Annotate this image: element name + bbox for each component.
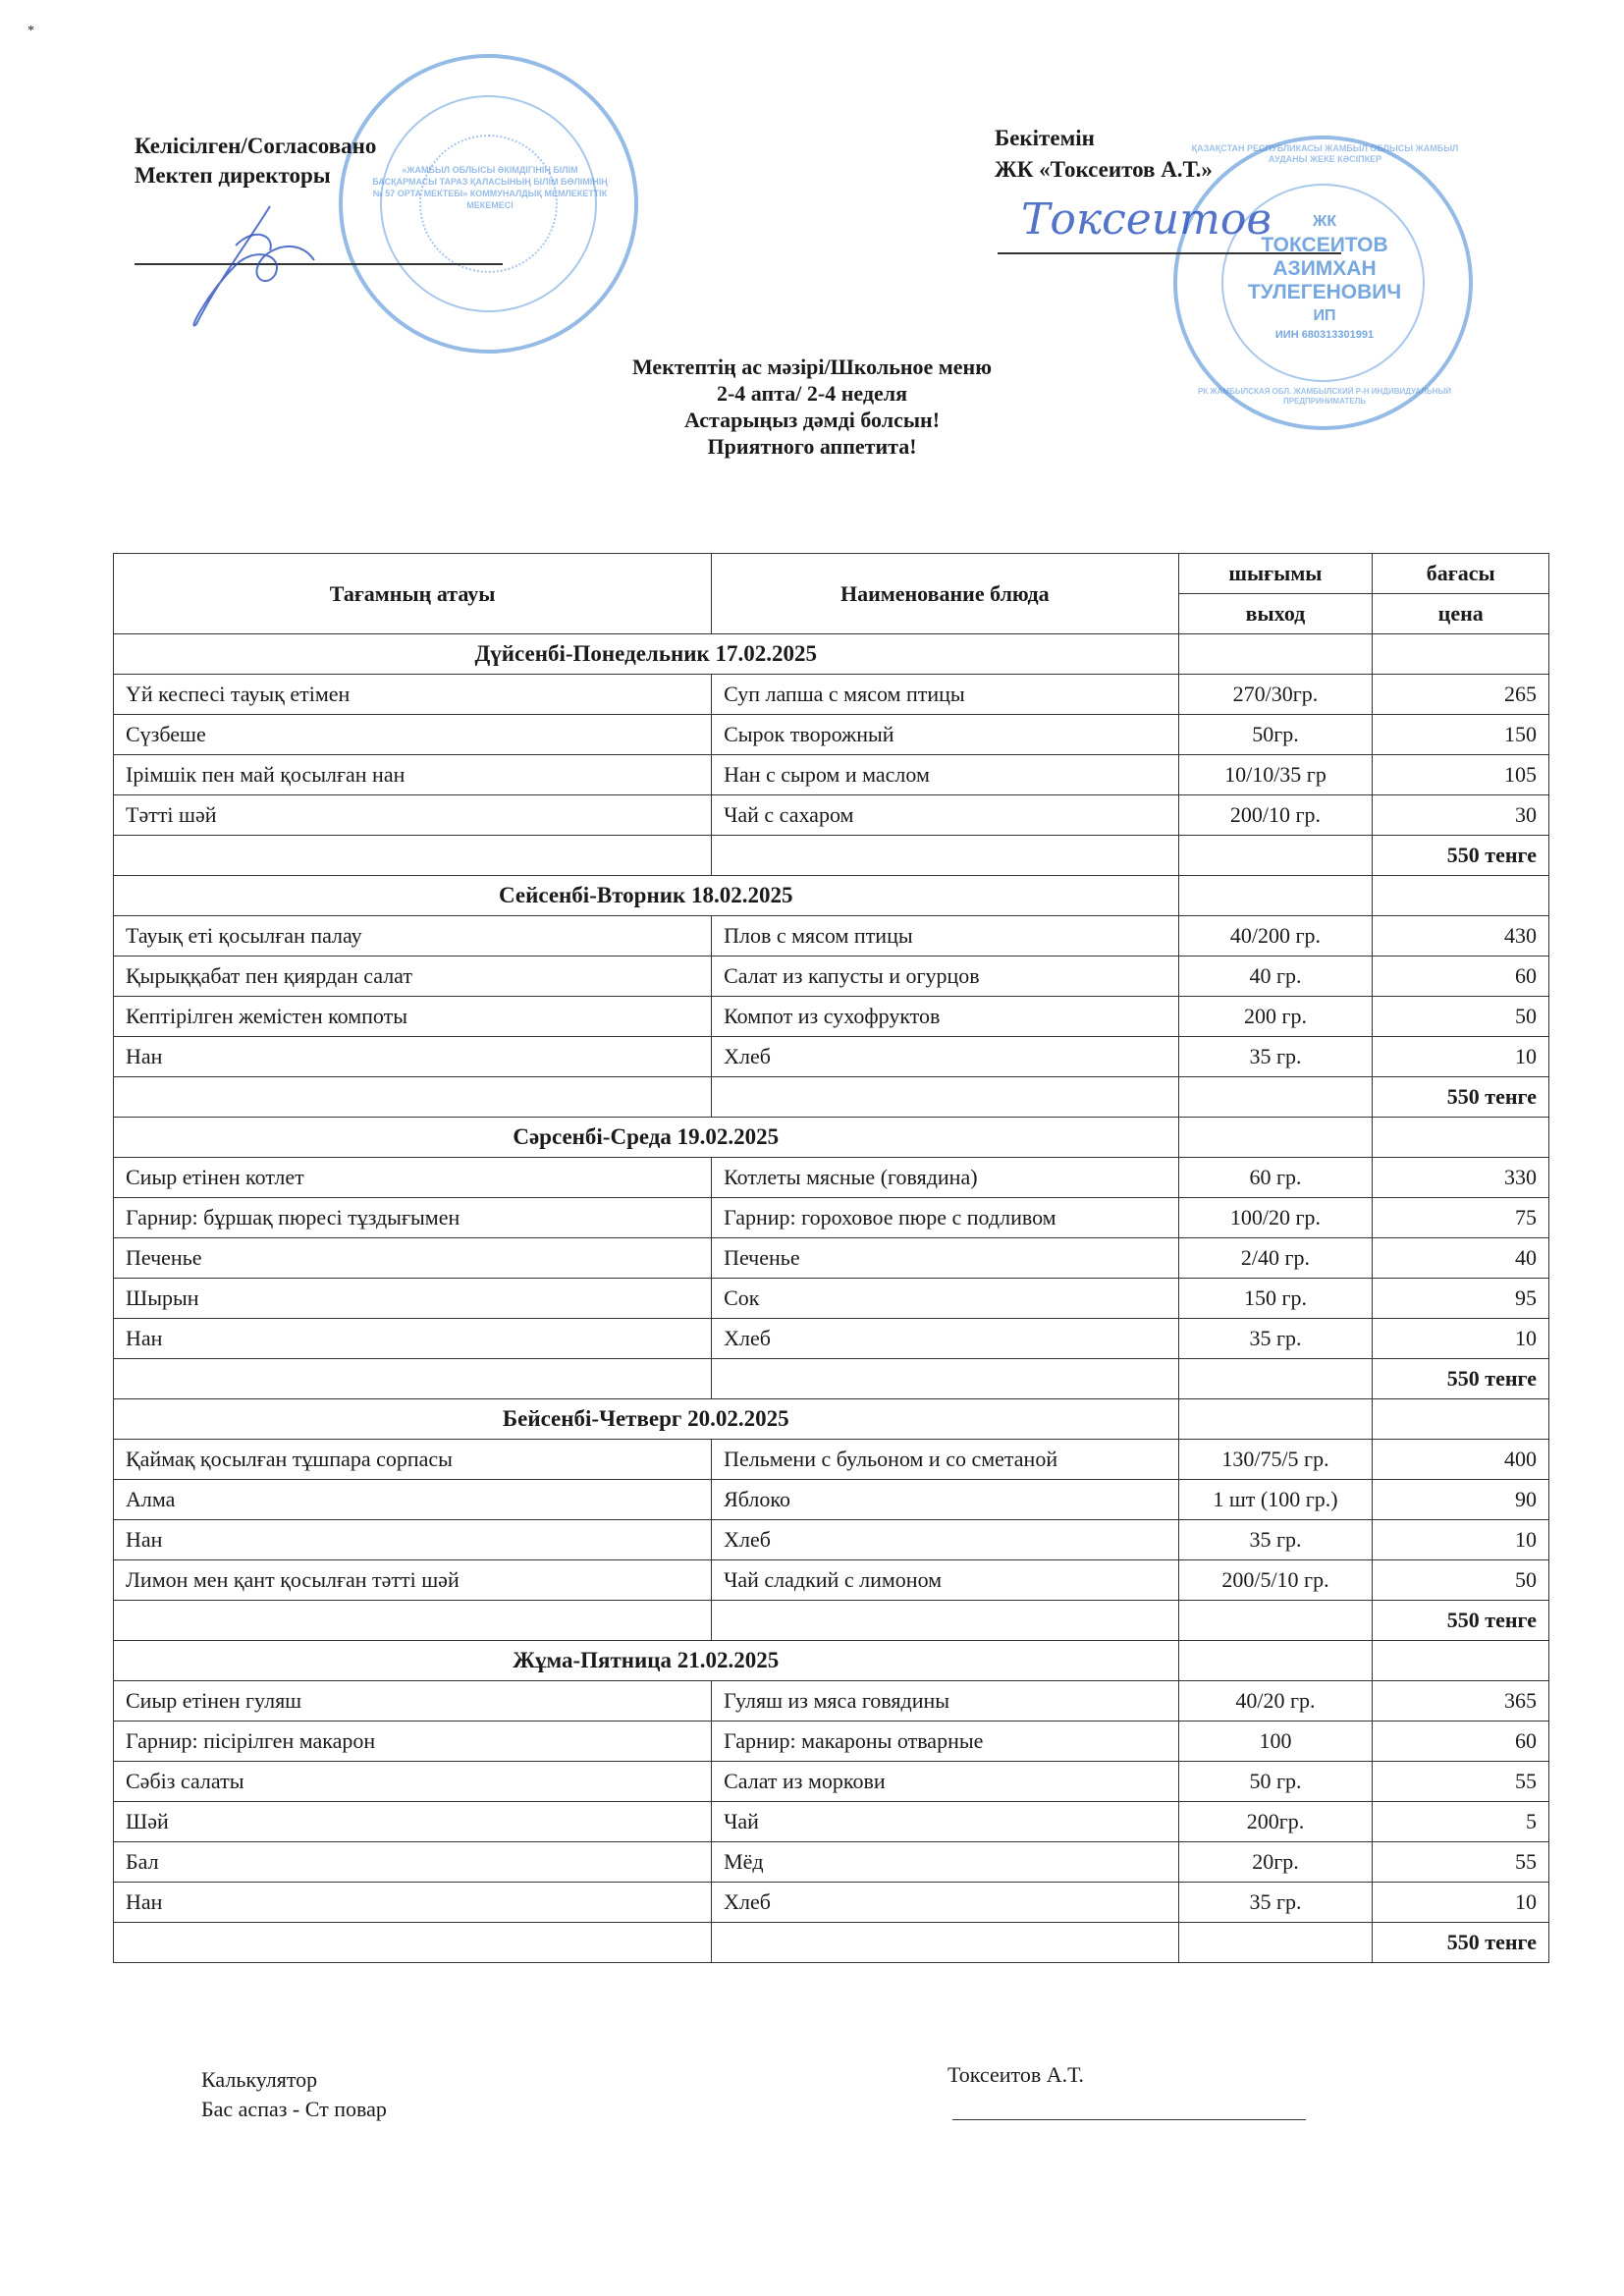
title-line-4: Приятного аппетита! <box>707 434 917 459</box>
dish-name-kz: Алма <box>114 1480 712 1520</box>
table-row <box>114 1842 1549 1883</box>
approved-block <box>995 123 1213 186</box>
dish-name-ru: Хлеб <box>712 1319 1178 1359</box>
table-header-row <box>114 554 1549 594</box>
scan-mark: * <box>27 24 34 38</box>
dish-name-kz: Гарнир: пісірілген макарон <box>114 1722 712 1762</box>
day-title: Сейсенбі-Вторник 18.02.2025 <box>114 876 1179 916</box>
table-row <box>114 715 1549 755</box>
chef-label: Бас аспаз - Ст повар <box>201 2097 387 2121</box>
dish-name-kz: Бал <box>114 1842 712 1883</box>
dish-name-ru: Хлеб <box>712 1037 1178 1077</box>
dish-price: 50 <box>1373 1560 1549 1601</box>
dish-output: 200гр. <box>1178 1802 1373 1842</box>
dish-name-kz: Лимон мен қант қосылған тәтті шәй <box>114 1560 712 1601</box>
empty-cell <box>1178 876 1373 916</box>
table-row <box>114 1238 1549 1279</box>
empty-cell <box>712 1923 1178 1963</box>
day-total: 550 тенге <box>1373 1601 1549 1641</box>
signer-name: Токсеитов А.Т. <box>947 2062 1084 2087</box>
dish-price: 55 <box>1373 1762 1549 1802</box>
dish-output: 100/20 гр. <box>1178 1198 1373 1238</box>
header-price-ru: цена <box>1373 594 1549 634</box>
total-row <box>114 1359 1549 1399</box>
dish-name-ru: Мёд <box>712 1842 1178 1883</box>
approver-signature-line <box>998 252 1341 254</box>
dish-price: 150 <box>1373 715 1549 755</box>
empty-cell <box>1178 1359 1373 1399</box>
dish-name-ru: Нан с сыром и маслом <box>712 755 1178 795</box>
empty-cell <box>1178 1641 1373 1681</box>
table-row <box>114 1681 1549 1722</box>
menu-body <box>114 634 1549 1963</box>
header-name-ru: Наименование блюда <box>712 554 1178 634</box>
day-total: 550 тенге <box>1373 1077 1549 1118</box>
table-row <box>114 1883 1549 1923</box>
dish-price: 50 <box>1373 997 1549 1037</box>
dish-name-ru: Салат из моркови <box>712 1762 1178 1802</box>
dish-output: 60 гр. <box>1178 1158 1373 1198</box>
dish-output: 130/75/5 гр. <box>1178 1440 1373 1480</box>
dish-price: 60 <box>1373 1722 1549 1762</box>
empty-cell <box>1373 1641 1549 1681</box>
dish-output: 35 гр. <box>1178 1883 1373 1923</box>
table-row <box>114 1722 1549 1762</box>
dish-name-kz: Шырын <box>114 1279 712 1319</box>
table-row <box>114 1560 1549 1601</box>
dish-price: 10 <box>1373 1520 1549 1560</box>
table-row <box>114 1319 1549 1359</box>
agreed-block <box>135 132 376 191</box>
empty-cell <box>1178 1118 1373 1158</box>
empty-cell <box>712 1359 1178 1399</box>
school-stamp-text: «ЖАМБЫЛ ОБЛЫСЫ ӘКІМДІГІНІҢ БІЛІМ БАСҚАРМАСЫ ТАРАЗ ҚАЛАСЫНЫҢ БІЛІМ БӨЛІМІНІҢ № 57 ОРТА МЕКТЕБІ» КОММУНАЛДЫҚ МЕМЛЕКЕТТІК МЕКЕМЕСІ <box>372 165 608 210</box>
dish-name-kz: Қырыққабат пен қиярдан салат <box>114 957 712 997</box>
ip-stamp-center: ЖК ТОКСЕИТОВ АЗИМХАН ТУЛЕГЕНОВИЧ ИП ИИН 680313301991 <box>1247 213 1402 341</box>
day-title: Бейсенбі-Четверг 20.02.2025 <box>114 1399 1179 1440</box>
dish-name-kz: Сәбіз салаты <box>114 1762 712 1802</box>
dish-output: 20гр. <box>1178 1842 1373 1883</box>
dish-name-kz: Ірімшік пен май қосылған нан <box>114 755 712 795</box>
day-total: 550 тенге <box>1373 1923 1549 1963</box>
table-row <box>114 1198 1549 1238</box>
dish-name-ru: Хлеб <box>712 1520 1178 1560</box>
table-row <box>114 957 1549 997</box>
dish-name-kz: Нан <box>114 1883 712 1923</box>
empty-cell <box>114 1601 712 1641</box>
director-signature <box>177 187 344 334</box>
table-row <box>114 1802 1549 1842</box>
school-stamp <box>339 54 638 354</box>
table-row <box>114 1520 1549 1560</box>
empty-cell <box>114 1359 712 1399</box>
dish-price: 30 <box>1373 795 1549 836</box>
dish-name-ru: Компот из сухофруктов <box>712 997 1178 1037</box>
dish-output: 35 гр. <box>1178 1037 1373 1077</box>
table-row <box>114 997 1549 1037</box>
day-title: Сәрсенбі-Среда 19.02.2025 <box>114 1118 1179 1158</box>
dish-price: 10 <box>1373 1319 1549 1359</box>
dish-output: 40 гр. <box>1178 957 1373 997</box>
dish-name-kz: Тауық еті қосылған палау <box>114 916 712 957</box>
empty-cell <box>1178 634 1373 675</box>
dish-price: 330 <box>1373 1158 1549 1198</box>
agreed-label: Келісілген/Согласовано <box>135 134 377 158</box>
dish-output: 50гр. <box>1178 715 1373 755</box>
empty-cell <box>1178 1923 1373 1963</box>
dish-price: 10 <box>1373 1883 1549 1923</box>
approved-label: Бекітемін <box>995 126 1095 150</box>
empty-cell <box>1178 1601 1373 1641</box>
empty-cell <box>114 1077 712 1118</box>
day-header-row <box>114 634 1549 675</box>
dish-price: 430 <box>1373 916 1549 957</box>
total-row <box>114 1077 1549 1118</box>
calc-label: Калькулятор <box>201 2067 318 2092</box>
header-name-kz: Тағамның атауы <box>114 554 712 634</box>
dish-price: 75 <box>1373 1198 1549 1238</box>
title-line-2: 2-4 апта/ 2-4 неделя <box>716 381 907 406</box>
empty-cell <box>1373 1399 1549 1440</box>
dish-name-kz: Үй кеспесі тауық етімен <box>114 675 712 715</box>
dish-name-kz: Нан <box>114 1520 712 1560</box>
day-header-row <box>114 1399 1549 1440</box>
dish-price: 90 <box>1373 1480 1549 1520</box>
total-row <box>114 1923 1549 1963</box>
dish-name-ru: Гуляш из мяса говядины <box>712 1681 1178 1722</box>
dish-name-kz: Қаймақ қосылған тұшпара сорпасы <box>114 1440 712 1480</box>
dish-name-kz: Кептірілген жемістен компоты <box>114 997 712 1037</box>
dish-name-ru: Яблоко <box>712 1480 1178 1520</box>
dish-name-kz: Нан <box>114 1037 712 1077</box>
title-line-1: Мектептің ас мәзірі/Школьное меню <box>631 355 993 379</box>
day-title: Жұма-Пятница 21.02.2025 <box>114 1641 1179 1681</box>
day-total: 550 тенге <box>1373 836 1549 876</box>
table-row <box>114 1480 1549 1520</box>
dish-price: 40 <box>1373 1238 1549 1279</box>
dish-output: 35 гр. <box>1178 1520 1373 1560</box>
dish-price: 105 <box>1373 755 1549 795</box>
dish-name-kz: Тәтті шәй <box>114 795 712 836</box>
title-line-3: Астарыңыз дәмді болсын! <box>683 408 941 432</box>
dish-output: 100 <box>1178 1722 1373 1762</box>
dish-output: 2/40 гр. <box>1178 1238 1373 1279</box>
dish-output: 200/5/10 гр. <box>1178 1560 1373 1601</box>
total-row <box>114 836 1549 876</box>
signer-line <box>952 2119 1306 2120</box>
dish-price: 95 <box>1373 1279 1549 1319</box>
table-row <box>114 916 1549 957</box>
header-output-kz: шығымы <box>1178 554 1373 594</box>
dish-price: 55 <box>1373 1842 1549 1883</box>
dish-output: 200 гр. <box>1178 997 1373 1037</box>
total-row <box>114 1601 1549 1641</box>
dish-name-ru: Печенье <box>712 1238 1178 1279</box>
dish-output: 50 гр. <box>1178 1762 1373 1802</box>
empty-cell <box>1178 1077 1373 1118</box>
footer-left <box>201 2065 387 2124</box>
dish-name-kz: Сиыр етінен гуляш <box>114 1681 712 1722</box>
empty-cell <box>1178 836 1373 876</box>
dish-output: 270/30гр. <box>1178 675 1373 715</box>
dish-output: 1 шт (100 гр.) <box>1178 1480 1373 1520</box>
approver-signature: Токсеитов <box>1021 194 1272 245</box>
header-price-kz: бағасы <box>1373 554 1549 594</box>
ip-stamp-outer: ҚАЗАҚСТАН РЕСПУБЛИКАСЫ ЖАМБЫЛ ОБЛЫСЫ ЖАМБЫЛ АУДАНЫ ЖЕКЕ КӘСІПКЕР <box>1191 143 1459 164</box>
dish-name-ru: Гарнир: макароны отварные <box>712 1722 1178 1762</box>
dish-name-kz: Нан <box>114 1319 712 1359</box>
dish-name-ru: Плов с мясом птицы <box>712 916 1178 957</box>
empty-cell <box>712 1601 1178 1641</box>
empty-cell <box>1373 876 1549 916</box>
dish-price: 10 <box>1373 1037 1549 1077</box>
dish-name-kz: Сиыр етінен котлет <box>114 1158 712 1198</box>
dish-output: 150 гр. <box>1178 1279 1373 1319</box>
day-header-row <box>114 1641 1549 1681</box>
menu-table <box>113 553 1549 1963</box>
dish-name-kz: Печенье <box>114 1238 712 1279</box>
dish-output: 40/200 гр. <box>1178 916 1373 957</box>
approved-by: ЖК «Токсеитов А.Т.» <box>995 157 1213 182</box>
table-row <box>114 755 1549 795</box>
table-row <box>114 675 1549 715</box>
table-row <box>114 1037 1549 1077</box>
dish-name-kz: Сүзбеше <box>114 715 712 755</box>
dish-name-kz: Гарнир: бұршақ пюресі тұздығымен <box>114 1198 712 1238</box>
dish-name-ru: Салат из капусты и огурцов <box>712 957 1178 997</box>
empty-cell <box>114 836 712 876</box>
table-row <box>114 1440 1549 1480</box>
dish-output: 35 гр. <box>1178 1319 1373 1359</box>
dish-output: 200/10 гр. <box>1178 795 1373 836</box>
dish-name-ru: Котлеты мясные (говядина) <box>712 1158 1178 1198</box>
dish-name-ru: Сырок творожный <box>712 715 1178 755</box>
table-row <box>114 795 1549 836</box>
empty-cell <box>1373 1118 1549 1158</box>
day-total: 550 тенге <box>1373 1359 1549 1399</box>
empty-cell <box>712 836 1178 876</box>
dish-name-ru: Суп лапша с мясом птицы <box>712 675 1178 715</box>
empty-cell <box>1373 634 1549 675</box>
ip-stamp-inner: РК ЖАМБЫЛСКАЯ ОБЛ. ЖАМБЫЛСКИЙ Р-Н ИНДИВИДУАЛЬНЫЙ ПРЕДПРИНИМАТЕЛЬ <box>1197 387 1452 406</box>
dish-name-ru: Чай <box>712 1802 1178 1842</box>
dish-price: 60 <box>1373 957 1549 997</box>
agreed-role: Мектеп директоры <box>135 163 331 188</box>
day-title: Дүйсенбі-Понедельник 17.02.2025 <box>114 634 1179 675</box>
empty-cell <box>114 1923 712 1963</box>
day-header-row <box>114 876 1549 916</box>
dish-output: 40/20 гр. <box>1178 1681 1373 1722</box>
table-row <box>114 1158 1549 1198</box>
dish-output: 10/10/35 гр <box>1178 755 1373 795</box>
header-output-ru: выход <box>1178 594 1373 634</box>
dish-name-ru: Гарнир: гороховое пюре с подливом <box>712 1198 1178 1238</box>
table-row <box>114 1762 1549 1802</box>
dish-name-ru: Чай с сахаром <box>712 795 1178 836</box>
dish-name-kz: Шәй <box>114 1802 712 1842</box>
dish-name-ru: Хлеб <box>712 1883 1178 1923</box>
empty-cell <box>1178 1399 1373 1440</box>
menu-title <box>0 354 1624 460</box>
dish-price: 400 <box>1373 1440 1549 1480</box>
table-row <box>114 1279 1549 1319</box>
dish-name-ru: Сок <box>712 1279 1178 1319</box>
empty-cell <box>712 1077 1178 1118</box>
dish-name-ru: Чай сладкий с лимоном <box>712 1560 1178 1601</box>
dish-name-ru: Пельмени с бульоном и со сметаной <box>712 1440 1178 1480</box>
dish-price: 265 <box>1373 675 1549 715</box>
dish-price: 5 <box>1373 1802 1549 1842</box>
dish-price: 365 <box>1373 1681 1549 1722</box>
day-header-row <box>114 1118 1549 1158</box>
